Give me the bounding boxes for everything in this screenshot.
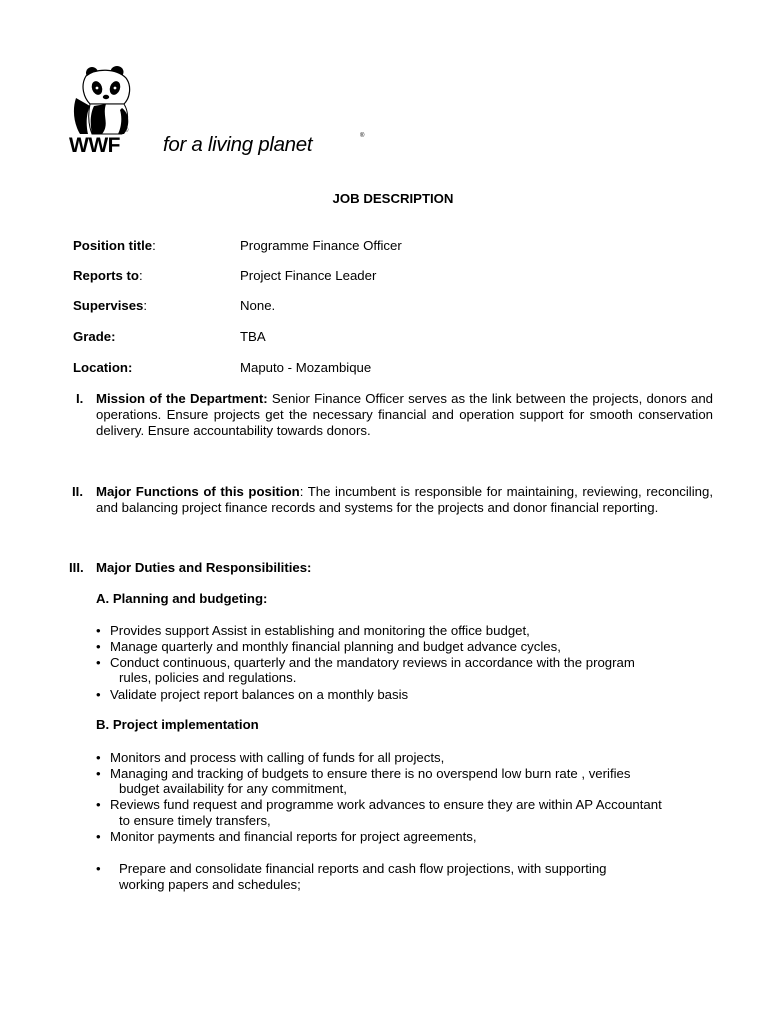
wwf-logo bbox=[66, 64, 366, 160]
field-label-reports-to: Reports to: bbox=[73, 268, 143, 283]
logo-tagline: for a living planet bbox=[163, 133, 313, 156]
bullet-icon: • bbox=[96, 797, 101, 812]
wwf-wordmark: WWF bbox=[69, 134, 120, 157]
panda-logo-icon bbox=[66, 64, 138, 136]
bullet-icon: • bbox=[96, 750, 101, 765]
document-title: JOB DESCRIPTION bbox=[332, 191, 454, 206]
bullet-icon: • bbox=[96, 687, 101, 702]
section-number-ii: II. bbox=[72, 484, 83, 499]
bullet-icon: • bbox=[96, 766, 101, 781]
list-item: Validate project report balances on a monthly basis bbox=[110, 687, 409, 702]
field-value-position-title: Programme Finance Officer bbox=[240, 238, 402, 253]
bullet-icon: • bbox=[96, 623, 101, 638]
subsection-b-heading: B. Project implementation bbox=[96, 717, 259, 732]
list-item: Monitors and process with calling of funds for all projects, bbox=[110, 750, 445, 765]
section-duties-heading: Major Duties and Responsibilities: bbox=[96, 560, 312, 575]
bullet-icon: • bbox=[96, 861, 101, 876]
field-label-position-title: Position title: bbox=[73, 238, 156, 253]
list-item: Manage quarterly and monthly financial planning and budget advance cycles, bbox=[110, 639, 561, 654]
section-number-iii: III. bbox=[69, 560, 84, 575]
list-item-continuation: to ensure timely transfers, bbox=[119, 813, 271, 828]
field-label-supervises: Supervises: bbox=[73, 298, 148, 313]
field-label-grade: Grade: bbox=[73, 329, 116, 344]
list-item: Prepare and consolidate financial reports and cash flow projections, with supporting bbox=[119, 861, 607, 876]
field-value-reports-to: Project Finance Leader bbox=[240, 268, 377, 283]
list-item: Monitor payments and financial reports for project agreements, bbox=[110, 829, 477, 844]
section-number-i: I. bbox=[76, 391, 84, 406]
field-value-grade: TBA bbox=[240, 329, 266, 344]
bullet-icon: • bbox=[96, 639, 101, 654]
bullet-icon: • bbox=[96, 655, 101, 670]
field-value-supervises: None. bbox=[240, 298, 276, 313]
list-item-continuation: rules, policies and regulations. bbox=[119, 670, 297, 685]
list-item-continuation: working papers and schedules; bbox=[119, 877, 301, 892]
registered-mark: ® bbox=[124, 128, 129, 134]
list-item-continuation: budget availability for any commitment, bbox=[119, 781, 347, 796]
bullet-icon: • bbox=[96, 829, 101, 844]
subsection-a-heading: A. Planning and budgeting: bbox=[96, 591, 268, 606]
list-item: Provides support Assist in establishing and monitoring the office budget, bbox=[110, 623, 530, 638]
copyright-mark: © bbox=[80, 125, 85, 131]
section-major-functions: Major Functions of this position: The incumbent is responsible for maintaining, reviewing, reconciling, and balancing project finance records and systems for the projects and donor financial reporting. bbox=[96, 484, 713, 515]
list-item: Managing and tracking of budgets to ensure there is no overspend low burn rate , verifies bbox=[110, 766, 631, 781]
list-item: Reviews fund request and programme work advances to ensure they are within AP Accountant bbox=[110, 797, 662, 812]
tagline-registered-mark: ® bbox=[360, 133, 365, 139]
field-label-location: Location: bbox=[73, 360, 133, 375]
section-mission: Mission of the Department: Senior Finance Officer serves as the link between the projects, donors and operations. Ensure projects get the necessary financial and operation support for smooth conservation delivery. Ensure accountability towards donors. bbox=[96, 391, 713, 438]
list-item: Conduct continuous, quarterly and the mandatory reviews in accordance with the program bbox=[110, 655, 635, 670]
field-value-location: Maputo - Mozambique bbox=[240, 360, 372, 375]
